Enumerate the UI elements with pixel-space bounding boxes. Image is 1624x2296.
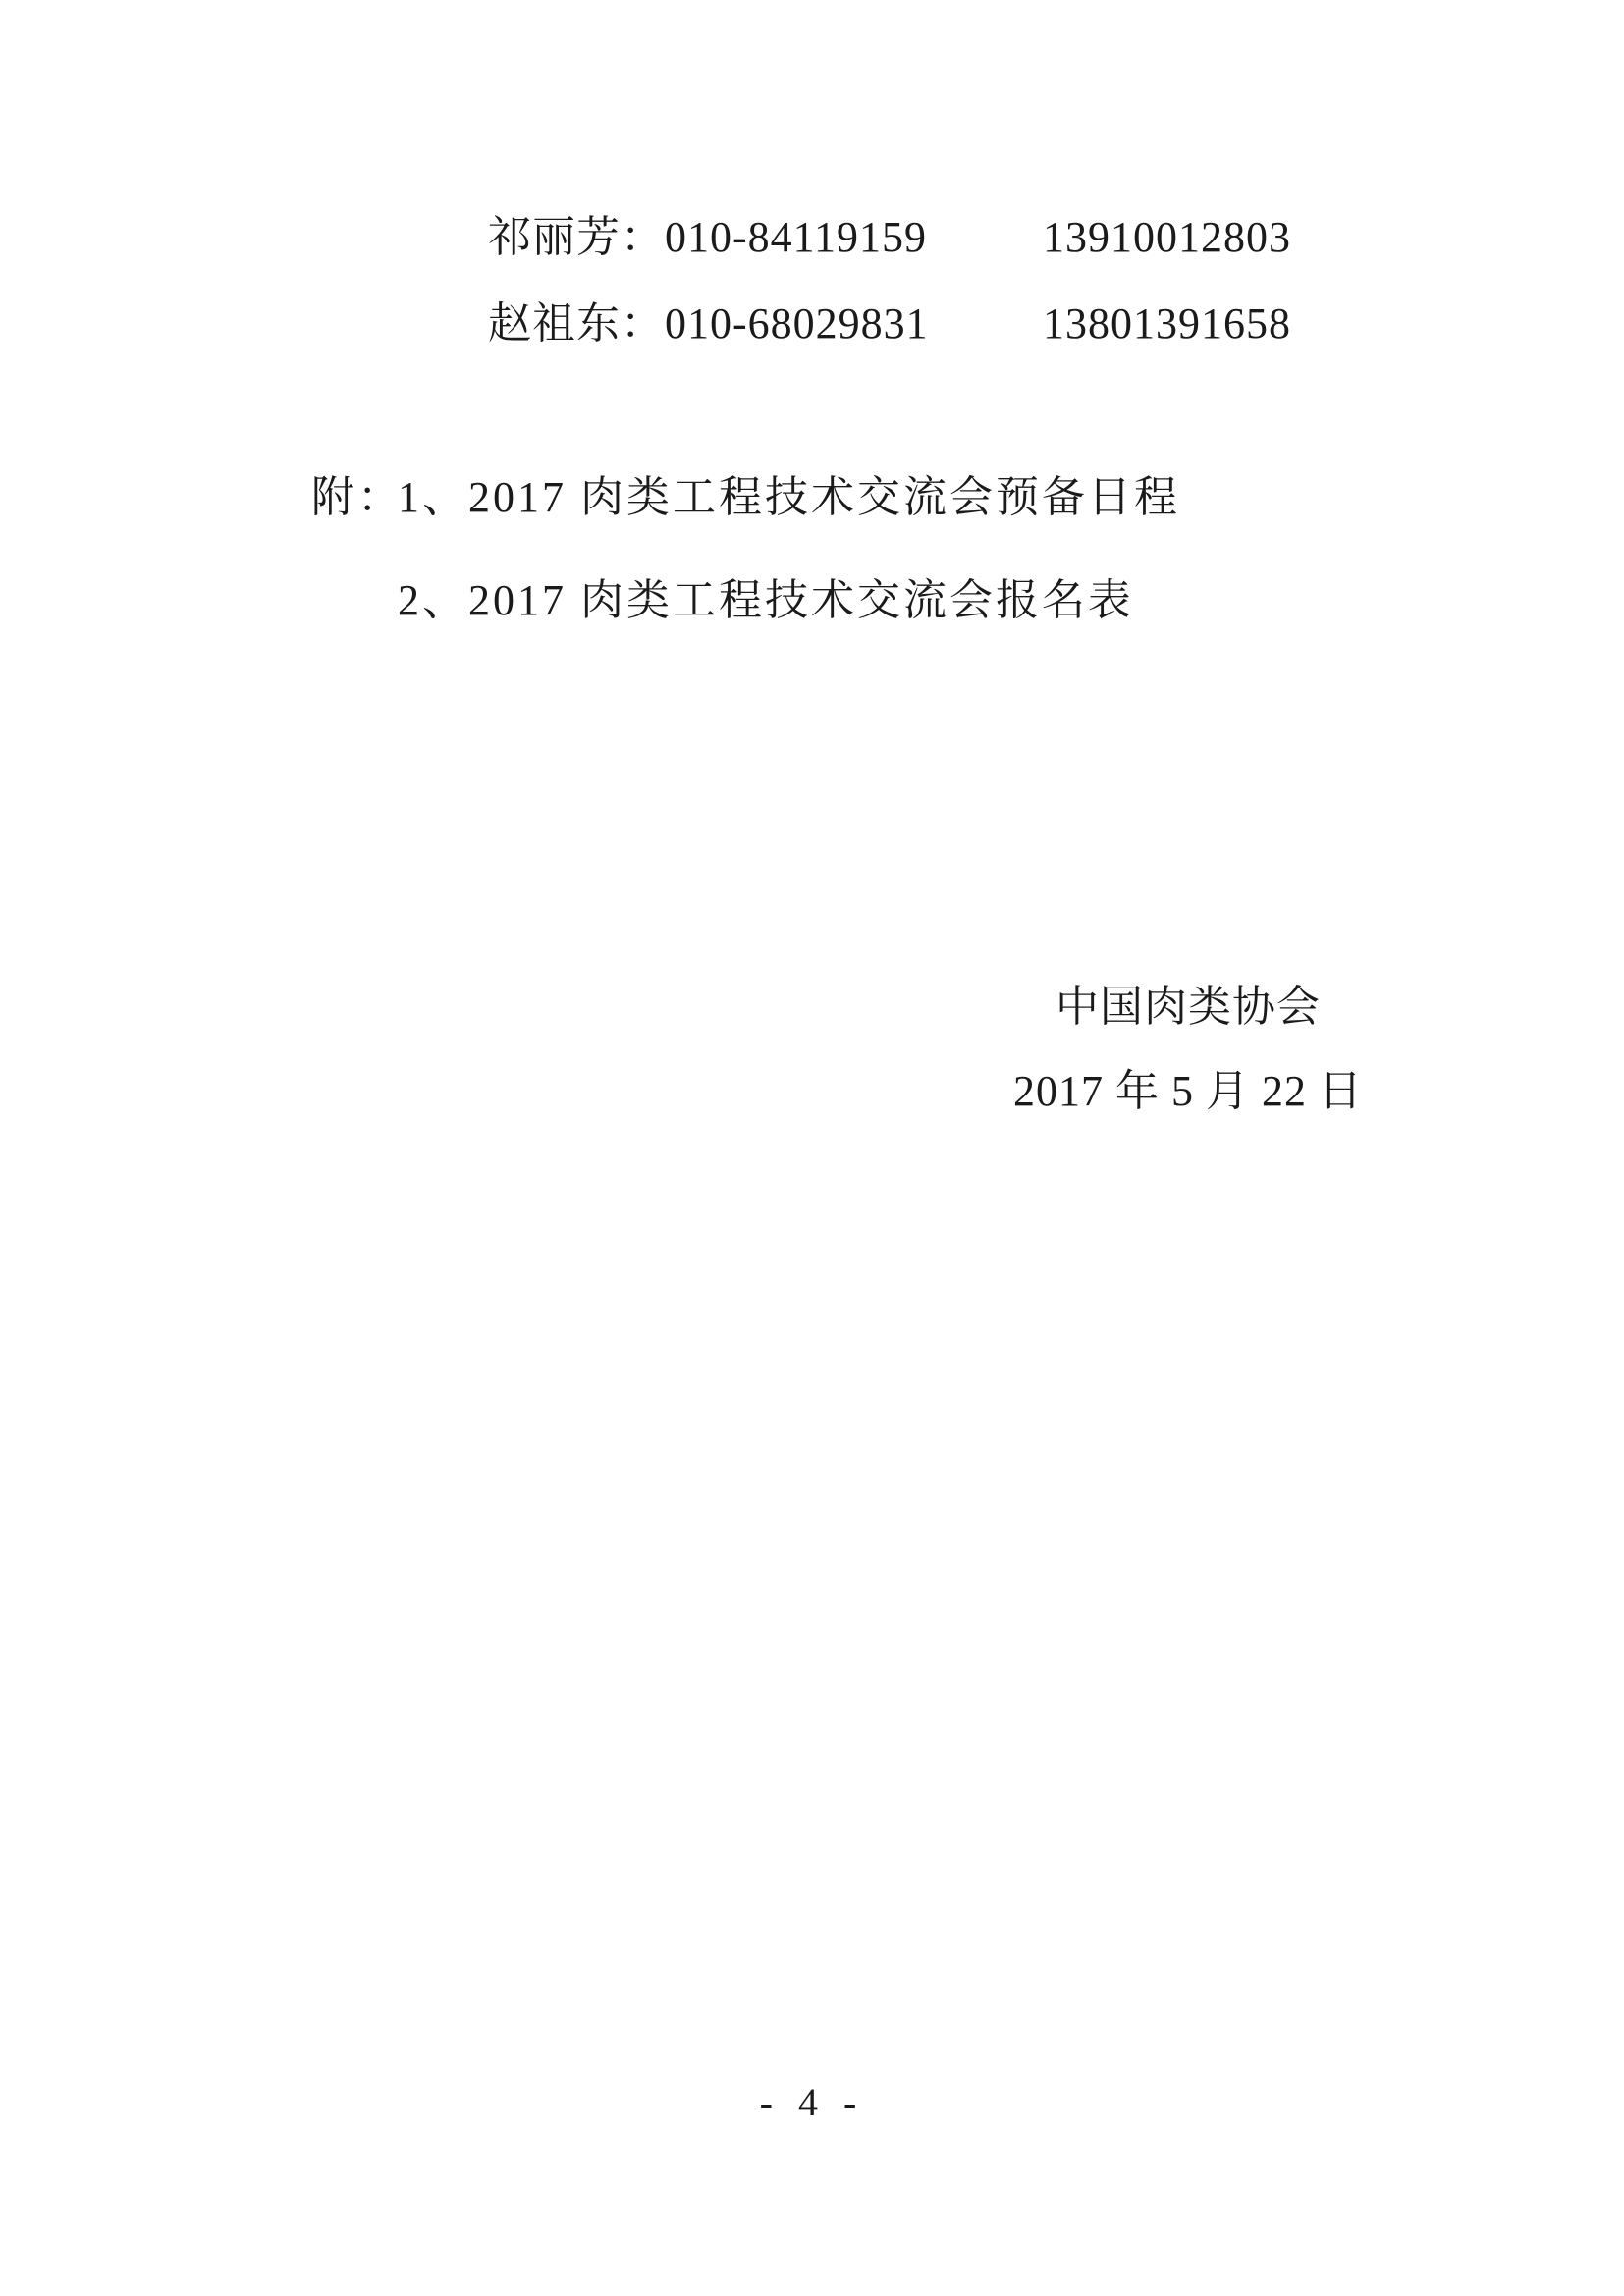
contact-phone: 010-68029831: [665, 299, 929, 347]
attachment-line: [398, 576, 1134, 625]
attachment-line: [311, 473, 1180, 522]
contact-mobile: 13801391658: [1043, 299, 1291, 347]
contact-name: 赵祖东：: [488, 299, 665, 347]
signature-block: [962, 985, 1414, 1114]
contact-mobile: 13910012803: [1043, 213, 1291, 261]
attachments-label: 附：: [311, 473, 404, 521]
contact-phone: 010-84119159: [665, 213, 928, 261]
contact-row: [488, 214, 1291, 300]
attachment-item: 1、2017 肉类工程技术交流会预备日程: [398, 473, 1180, 521]
attachment-item: 2、2017 肉类工程技术交流会报名表: [398, 576, 1134, 624]
signature-date: 2017 年 5 月 22 日: [1013, 1067, 1363, 1115]
page-number: - 4 -: [759, 2080, 865, 2124]
contact-name: 祁丽芳：: [488, 213, 665, 261]
signature-organization: 中国肉类协会: [1056, 983, 1321, 1031]
contact-row: [488, 300, 1291, 387]
contact-block: [488, 214, 1291, 387]
